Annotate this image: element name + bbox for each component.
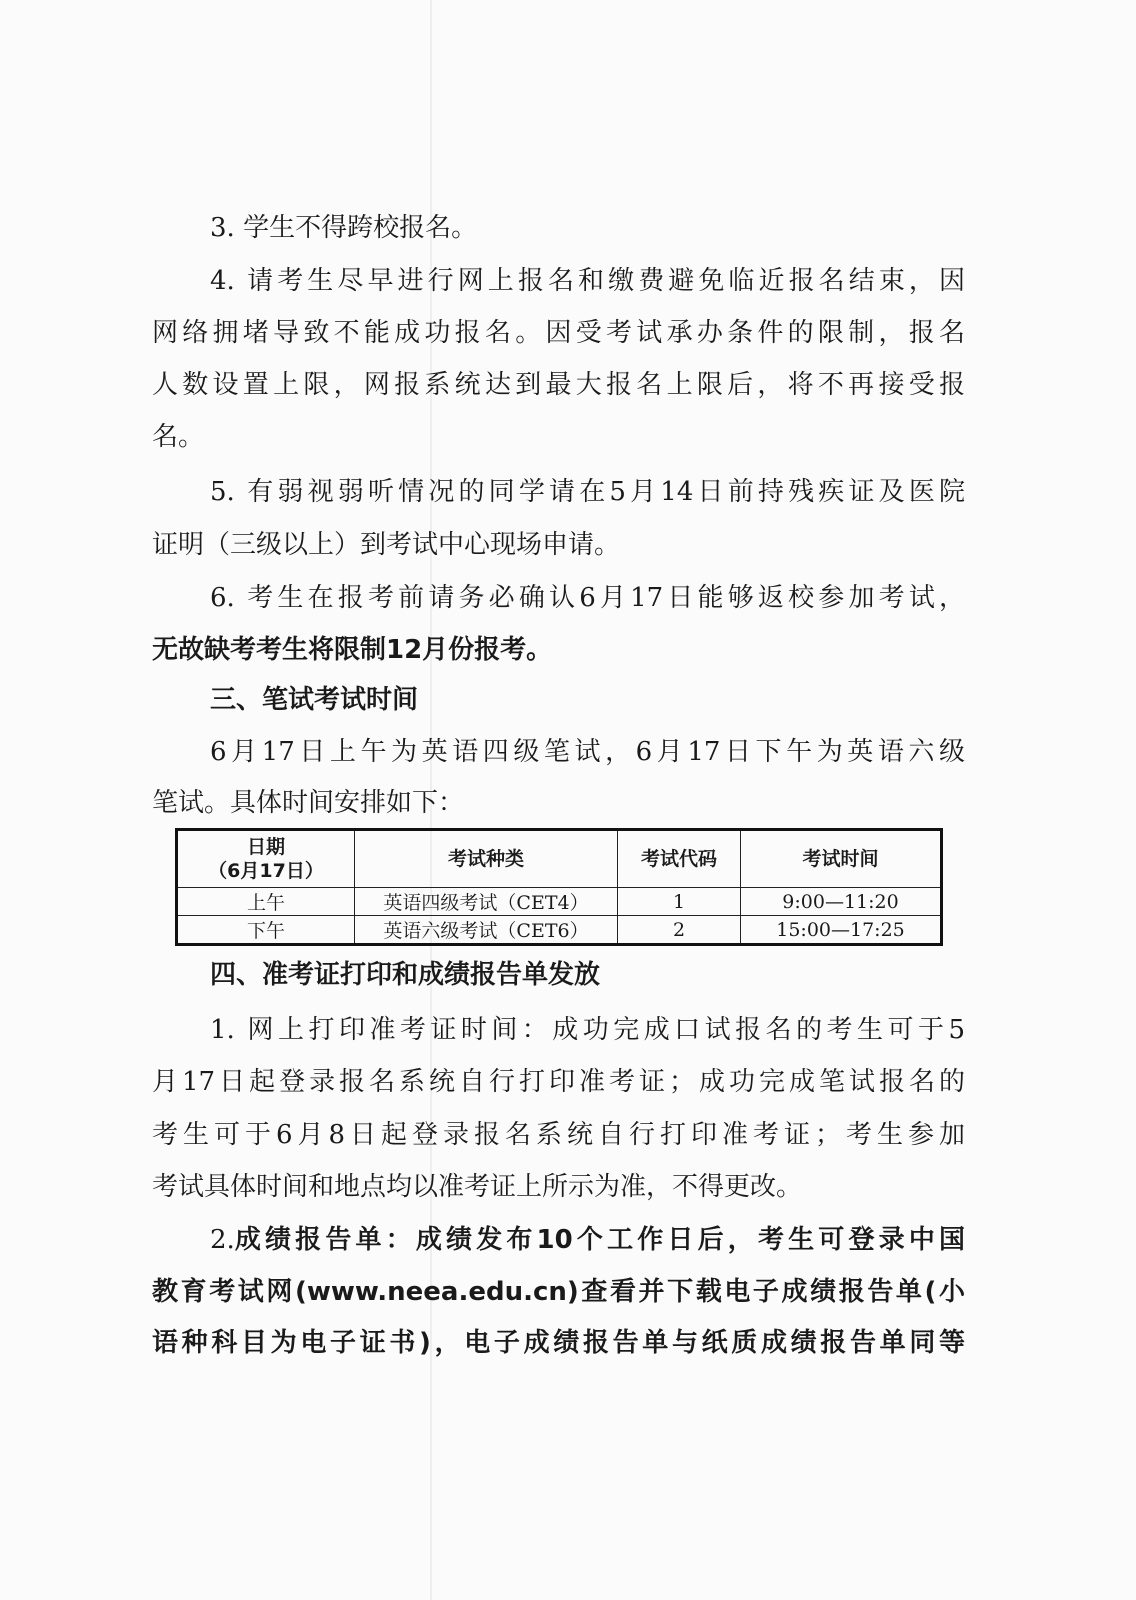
text-line: 月17日起登录报名系统自行打印准考证；成功完成笔试报名的 [152, 1067, 965, 1097]
text-line: 考试具体时间和地点均以准考证上所示为准，不得更改。 [152, 1172, 803, 1202]
header-exam-code: 考试代码 [618, 830, 741, 888]
text-line: 笔试。具体时间安排如下： [152, 788, 465, 818]
item-number: 2. [210, 1225, 235, 1255]
table-row [177, 888, 942, 916]
text-line: 6. 考生在报考前请务必确认6月17日能够返校参加考试， [210, 583, 965, 613]
text-line: 1. 网上打印准考证时间：成功完成口试报名的考生可于5 [210, 1015, 965, 1045]
text-line: 5. 有弱视弱听情况的同学请在5月14日前持残疾证及医院 [210, 477, 965, 507]
exam-schedule-table [175, 828, 943, 946]
cell: 2 [618, 916, 741, 945]
bold-text: 成绩报告单：成绩发布10个工作日后，考生可登录中国 [234, 1225, 965, 1255]
text-line: 名。 [152, 422, 205, 452]
cell: 上午 [177, 888, 355, 916]
text-line: 网络拥堵导致不能成功报名。因受考试承办条件的限制，报名 [152, 318, 965, 348]
bold-text-line: 无故缺考考生将限制12月份报考。 [152, 635, 553, 665]
header-exam-time: 考试时间 [741, 830, 942, 888]
section-heading-4: 四、准考证打印和成绩报告单发放 [210, 960, 601, 990]
cell: 英语四级考试（CET4） [355, 888, 618, 916]
table-row [177, 916, 942, 945]
bold-text-line: 教育考试网(www.neea.edu.cn)查看并下载电子成绩报告单(小 [152, 1277, 965, 1307]
cell: 9:00—11:20 [741, 888, 942, 916]
header-date: 日期 （6月17日） [177, 830, 355, 888]
text-line: 考生可于6月8日起登录报名系统自行打印准考证；考生参加 [152, 1120, 965, 1150]
text-line: 人数设置上限，网报系统达到最大报名上限后，将不再接受报 [152, 370, 965, 400]
header-exam-type: 考试种类 [355, 830, 618, 888]
cell: 1 [618, 888, 741, 916]
text-line: 4. 请考生尽早进行网上报名和缴费避免临近报名结束，因 [210, 266, 965, 296]
cell: 英语六级考试（CET6） [355, 916, 618, 945]
text-line: 证明（三级以上）到考试中心现场申请。 [152, 530, 621, 560]
text-line: 6月17日上午为英语四级笔试，6月17日下午为英语六级 [210, 737, 965, 767]
cell: 下午 [177, 916, 355, 945]
text-line [210, 1223, 965, 1257]
table-header-row [177, 830, 942, 888]
text-line: 3. 学生不得跨校报名。 [210, 213, 478, 243]
bold-text-line: 语种科目为电子证书)，电子成绩报告单与纸质成绩报告单同等 [152, 1328, 965, 1358]
cell: 15:00—17:25 [741, 916, 942, 945]
section-heading-3: 三、笔试考试时间 [210, 685, 419, 715]
